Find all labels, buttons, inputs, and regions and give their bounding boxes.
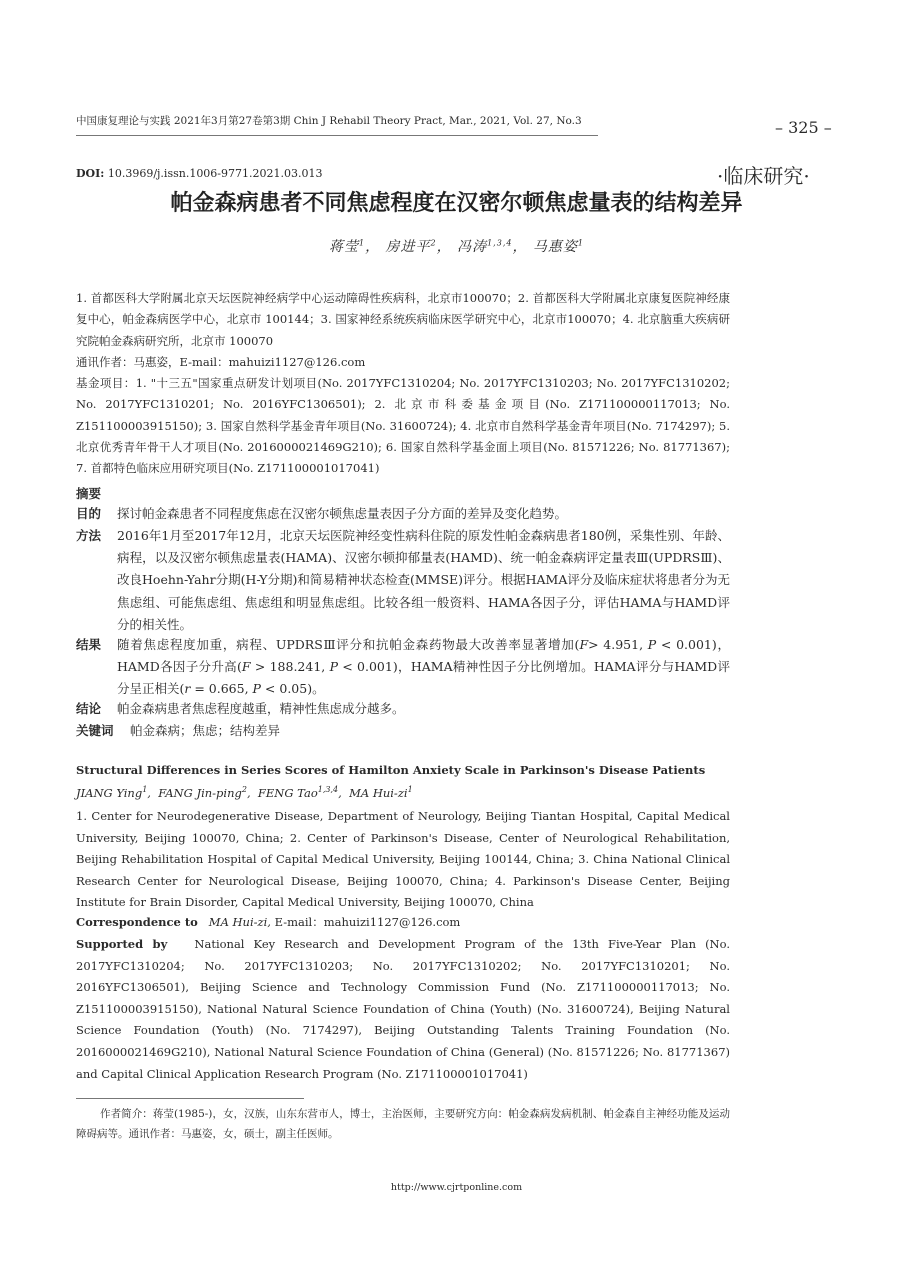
author-list-en: JIANG Ying$^1$, FANG Jin-ping$^2$, FENG Tao$^{1,3,4}$, MA Hui-$zi^1$ <box>76 785 413 800</box>
author-affil-sup: 2 <box>241 785 247 794</box>
methods-text: 2016年1月至2017年12月，北京天坛医院神经变性病科住院的原发性帕金森病患者180例，采集性别、年龄、病程，以及汉密尔顿焦虑量表(HAMA)、汉密尔顿抑郁量表(HAMD)、统一帕金森病评定量表Ⅲ(UPDRSⅢ)、改良Hoehn-Yahr分期(H-Y分期)和简易精神状态检查(MMSE)评分。根据HAMA评分及临床症状将患者分为无焦虑组、可能焦虑组、焦虑组和明显焦虑组。比较各组一般资料、HAMA各因子分，评估HAMA与HAMD评分的相关性。 <box>117 528 730 632</box>
footer-url[interactable]: http://www.cjrtponline.com <box>390 1182 523 1193</box>
author-name: FANG Jin-ping <box>158 785 242 800</box>
article-title-cn: 帕金森病患者不同焦虑程度在汉密尔顿焦虑量表的结构差异 <box>170 191 743 216</box>
author-name: MA Hui-zi <box>349 785 408 800</box>
author-affil-sup: 1 <box>359 238 366 248</box>
header-rule <box>76 135 598 136</box>
results-text: 随着焦虑程度加重，病程、UPDRSⅢ评分和抗帕金森药物最大改善率显著增加(F> 4.951, P < 0.001)，HAMD各因子分升高(F > 188.241, P < 0.001)，HAMA精神性因子分比例增加。HAMA评分与HAMD评分呈正相关(r = 0.665, P < 0.05)。 <box>117 637 730 697</box>
objective-label: 目的 <box>76 506 102 521</box>
page-number: – 325 – <box>775 118 832 137</box>
abstract-heading: 摘要 <box>76 486 102 501</box>
correspondence-name: MA Hui-zi, <box>208 915 271 929</box>
correspondence-email: E-mail：mahuizi1127@126.com <box>270 915 461 929</box>
supported-label: Supported by <box>76 937 168 951</box>
supported-text: National Key Research and Development Program of the 13th Five-Year Plan (No. 2017YFC1310204; No. 2017YFC1310203; No. 2017YFC1310202; No. 2017YFC1310201; No. 2016YFC1306501), Beijing Science and Technology Commission Fund (No. Z171100000117013; No. Z151100003915150), National Natural Science Foundation of China (Youth) (No. 31600724), Beijing Natural Science Foundation (Youth) (No. 7174297), Beijing Outstanding Talents Training Foundation (No. 2016000021469G210), National Natural Science Foundation of China (General) (No. 81571226; No. 81771367) and Capital Clinical Application Research Program (No. Z171100001017041) <box>76 937 730 1081</box>
author-affil-sup: 1,3,4 <box>487 238 513 248</box>
author-affil-sup: 1 <box>142 785 148 794</box>
affiliations-en: 1. Center for Neurodegenerative Disease, Department of Neurology, Beijing Tiantan Hospital, Capital Medical University, Beijing 100070, China; 2. Center of Parkinson's Disease, Center of Neurological Rehabilitation, Beijing Rehabilitation Hospital of Capital Medical University, Beijing 100144, China; 3. China National Clinical Research Center for Neurological Disease, Beijing 100070, China; 4. Parkinson's Disease Center, Beijing Institute for Brain Disorder, Capital Medical University, Beijing 100070, China <box>76 809 730 910</box>
author-footnote: 作者简介：蒋莹(1985-)，女，汉族，山东东营市人，博士，主治医师，主要研究方向：帕金森病发病机制、帕金森自主神经功能及运动障碍病等。通讯作者：马惠姿，女，硕士，副主任医师。 <box>76 1108 730 1140</box>
keywords-label: 关键词 <box>76 723 114 738</box>
running-header: 中国康复理论与实践 2021年3月第27卷第3期 Chin J Rehabil Theory Pract, Mar., 2021, Vol. 27, No.3 <box>76 115 582 127</box>
author-affil-sup: 1 <box>407 785 413 794</box>
doi-line <box>76 167 323 180</box>
author-affil-sup: 1,3,4 <box>317 785 339 794</box>
abstract-methods <box>76 525 730 636</box>
article-title-en: Structural Differences in Series Scores of Hamilton Anxiety Scale in Parkinson's Disease Patients <box>76 763 706 777</box>
correspondence-label: Correspondence to <box>76 915 198 929</box>
author-name: FENG Tao <box>257 785 318 800</box>
author-name: 马惠姿 <box>532 239 578 255</box>
author-name: 房进平 <box>385 239 431 255</box>
conclusion-label: 结论 <box>76 701 102 716</box>
abstract-objective <box>76 503 730 525</box>
correspondence-cn: 通讯作者：马惠姿，E-mail：mahuizi1127@126.com <box>76 355 366 369</box>
doi-label: DOI: <box>76 167 105 180</box>
author-affil-sup: 2 <box>430 238 437 248</box>
affiliations-cn: 1. 首都医科大学附属北京天坛医院神经病学中心运动障碍性疾病科，北京市100070；2. 首都医科大学附属北京康复医院神经康复中心，帕金森病医学中心，北京市 100144；3. 国家神经系统疾病临床医学研究中心，北京市100070；4. 北京脑重大疾病研究院帕金森病研究所，北京市 100070 <box>76 291 730 348</box>
section-tag: ·临床研究· <box>717 164 810 188</box>
correspondence-en <box>76 912 730 934</box>
conclusion-text: 帕金森病患者焦虑程度越重，精神性焦虑成分越多。 <box>117 701 405 716</box>
abstract-keywords <box>76 720 730 742</box>
author-name: 蒋莹 <box>329 239 359 255</box>
doi-value: 10.3969/j.issn.1006-9771.2021.03.013 <box>104 167 323 180</box>
footnote-rule <box>76 1098 304 1099</box>
author-name: JIANG Ying <box>76 785 143 800</box>
author-list-cn: 蒋莹$^1$， 房进平$^2$， 冯涛$^{1,3,4}$， 马惠姿$^1$ <box>329 238 584 255</box>
abstract-conclusion <box>76 698 730 720</box>
author-name: 冯涛 <box>457 239 488 255</box>
abstract-results <box>76 634 730 701</box>
funding-en <box>76 934 730 1085</box>
author-affil-sup: 1 <box>577 238 584 248</box>
results-label: 结果 <box>76 637 102 652</box>
funding-cn: 基金项目：1. "十三五"国家重点研发计划项目(No. 2017YFC1310204; No. 2017YFC1310203; No. 2017YFC1310202; No. 2017YFC1310201; No. 2016YFC1306501); 2. 北京市科委基金项目(No. Z171100000117013; No. Z151100003915150); 3. 国家自然科学基金青年项目(No. 31600724); 4. 北京市自然科学基金青年项目(No. 7174297); 5. 北京优秀青年骨干人才项目(No. 2016000021469G210); 6. 国家自然科学基金面上项目(No. 81571226; No. 81771367); 7. 首都特色临床应用研究项目(No. Z171100001017041) <box>76 376 730 476</box>
methods-label: 方法 <box>76 528 102 543</box>
keywords-text: 帕金森病；焦虑；结构差异 <box>130 723 281 738</box>
objective-text: 探讨帕金森患者不同程度焦虑在汉密尔顿焦虑量表因子分方面的差异及变化趋势。 <box>117 506 568 521</box>
